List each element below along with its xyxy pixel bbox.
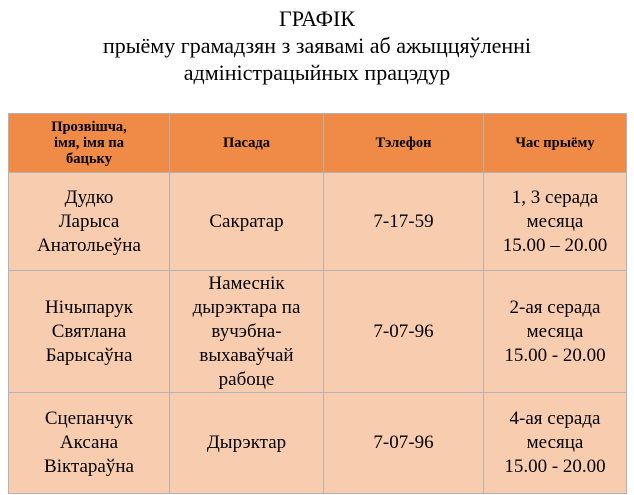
- reception-schedule-table: [8, 113, 627, 494]
- cell-name: Сцепанчук Аксана Віктараўна: [9, 393, 170, 494]
- cell-hours: 4-ая серада месяца 15.00 - 20.00: [484, 393, 627, 494]
- header-name: Прозвішча, імя, імя па бацьку: [9, 114, 170, 173]
- cell-position: Намеснік дырэктара па вучэбна- выхаваўчай рабоце: [170, 271, 324, 393]
- document-subtitle-line-2: адміністрацыйных працэдур: [183, 60, 451, 85]
- table-row: [9, 393, 627, 494]
- cell-hours: 2-ая серада месяца 15.00 - 20.00: [484, 271, 627, 393]
- cell-phone: 7-17-59: [324, 173, 484, 271]
- cell-position: Сакратар: [170, 173, 324, 271]
- document-subtitle-line-1: прыёму грамадзян з заявамі аб ажыццяўленні: [102, 33, 532, 58]
- cell-hours: 1, 3 серада месяца 15.00 – 20.00: [484, 173, 627, 271]
- cell-name: Дудко Ларыса Анатольеўна: [9, 173, 170, 271]
- cell-name: Нічыпарук Святлана Барысаўна: [9, 271, 170, 393]
- cell-phone: 7-07-96: [324, 393, 484, 494]
- table-row: [9, 271, 627, 393]
- header-hours: Час прыёму: [484, 114, 627, 173]
- header-phone: Тэлефон: [324, 114, 484, 173]
- document-title: ГРАФІК: [278, 6, 356, 31]
- cell-position: Дырэктар: [170, 393, 324, 494]
- table-header-row: [9, 114, 627, 173]
- cell-phone: 7-07-96: [324, 271, 484, 393]
- table-row: [9, 173, 627, 271]
- header-position: Пасада: [170, 114, 324, 173]
